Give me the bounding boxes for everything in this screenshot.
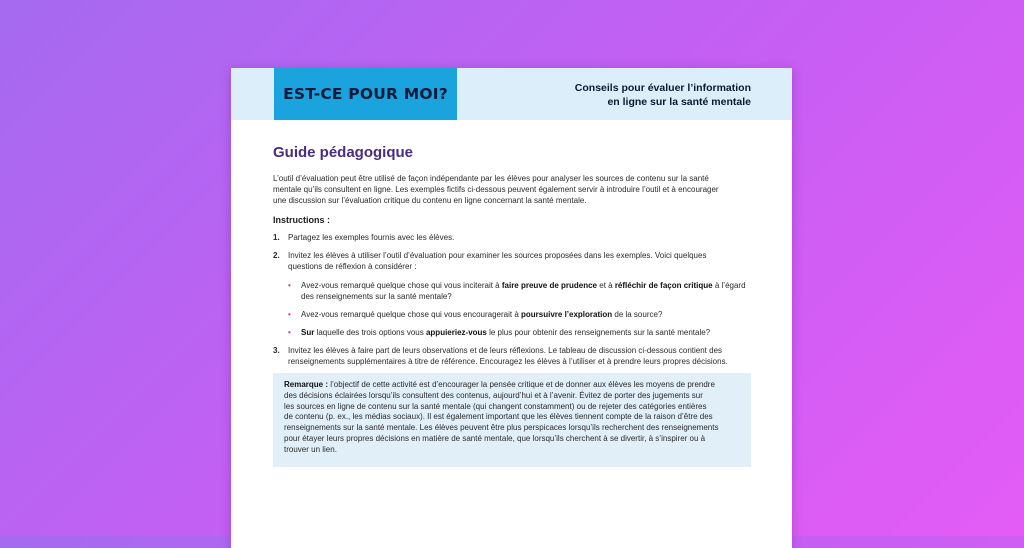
note-line: renseignements sur la santé mentale. Les élèves peuvent être plus perspicaces lorsqu’ils recherchent des renseignements bbox=[284, 423, 719, 433]
question-line bbox=[301, 309, 751, 320]
subtitle-line: Conseils pour évaluer l’information bbox=[574, 82, 751, 94]
question-item bbox=[288, 280, 751, 302]
question-item bbox=[288, 309, 751, 320]
question-text: laquelle des trois options vous bbox=[314, 328, 426, 337]
question-emphasis: Sur bbox=[301, 328, 315, 337]
document-subtitle bbox=[531, 81, 751, 109]
step-number: 2. bbox=[273, 251, 280, 260]
step-number: 3. bbox=[273, 346, 280, 355]
instruction-step-1 bbox=[273, 232, 751, 243]
step-text: Partagez les exemples fournis avec les élèves. bbox=[288, 233, 455, 242]
intro-line: L’outil d’évaluation peut être utilisé de façon indépendante par les élèves pour analyser les sources de contenu sur la santé bbox=[273, 174, 709, 183]
question-text: et à bbox=[597, 281, 615, 290]
step-text: Invitez les élèves à utiliser l’outil d’évaluation pour examiner les sources proposées dans les exemples. Voici quelques bbox=[288, 251, 707, 260]
question-text: Avez-vous remarqué quelque chose qui vous inciterait à bbox=[301, 281, 502, 290]
question-text: Avez-vous remarqué quelque chose qui vous encouragerait à bbox=[301, 310, 521, 319]
intro-paragraph bbox=[273, 173, 751, 206]
brand-block bbox=[274, 68, 457, 120]
note-text: l’objectif de cette activité est d’encourager la pensée critique et de donner aux élèves les moyens de prendre bbox=[328, 380, 715, 389]
question-line bbox=[301, 280, 751, 291]
reflection-questions bbox=[288, 280, 751, 338]
question-emphasis: appuieriez-vous bbox=[425, 328, 487, 337]
question-text: le plus pour obtenir des renseignements sur la santé mentale? bbox=[486, 328, 711, 337]
bullet-icon: • bbox=[288, 310, 291, 319]
step-text: questions de réflexion à considérer : bbox=[288, 262, 417, 271]
subtitle-line: en ligne sur la santé mentale bbox=[607, 96, 751, 108]
step-text: Invitez les élèves à faire part de leurs observations et de leurs réflexions. Le tableau de discussion ci-dessous contient des bbox=[288, 346, 723, 355]
question-emphasis: poursuivre l’exploration bbox=[521, 310, 613, 319]
instruction-step-2 bbox=[273, 250, 751, 338]
note-label: Remarque : bbox=[284, 380, 329, 389]
question-line bbox=[301, 327, 751, 338]
guide-content bbox=[273, 144, 751, 374]
document-header bbox=[231, 68, 792, 120]
question-emphasis: réfléchir de façon critique bbox=[614, 281, 713, 290]
bullet-icon: • bbox=[288, 328, 291, 337]
note-line: trouver un lien. bbox=[284, 444, 337, 454]
bullet-icon: • bbox=[288, 281, 291, 290]
brand-title: EST-CE POUR MOI? bbox=[283, 85, 448, 103]
note-line bbox=[284, 380, 740, 391]
question-text: à l’égard bbox=[712, 281, 746, 290]
note-line: pour étayer leurs propres décisions en matière de santé mentale, que lorsqu’ils cherchent à se divertir, à s’inspirer ou à bbox=[284, 433, 706, 443]
step-number: 1. bbox=[273, 233, 280, 242]
question-text: de la source? bbox=[612, 310, 663, 319]
instruction-step-3 bbox=[273, 345, 751, 367]
document-page bbox=[231, 68, 792, 548]
question-item bbox=[288, 327, 751, 338]
guide-title: Guide pédagogique bbox=[273, 144, 414, 161]
step-text: renseignements supplémentaires à titre de référence. Encouragez les élèves à l’utiliser et à prendre leurs propres décisions. bbox=[288, 357, 728, 366]
intro-line: mentale qu’ils consultent en ligne. Les exemples fictifs ci-dessous peuvent également servir à introduire l’outil et à encourager bbox=[273, 185, 719, 194]
note-box bbox=[273, 373, 751, 467]
note-line: les sources en ligne de contenu sur la santé mentale (qui changent constamment) ou de rejeter des catégories entières bbox=[284, 401, 707, 411]
note-line: des décisions éclairées lorsqu’ils consultent des contenus, aujourd’hui et à l’avenir. Évitez de porter des jugements sur bbox=[284, 390, 703, 400]
note-line: de contenu (p. ex., les médias sociaux). Il est également important que les élèves tiennent compte de la raison d’être des bbox=[284, 412, 713, 422]
instructions-heading: Instructions : bbox=[273, 215, 331, 225]
intro-line: une discussion sur l’évaluation critique du contenu en ligne concernant la santé mentale. bbox=[273, 196, 587, 205]
question-emphasis: faire preuve de prudence bbox=[501, 281, 598, 290]
question-line: des renseignements sur la santé mentale? bbox=[301, 292, 452, 301]
